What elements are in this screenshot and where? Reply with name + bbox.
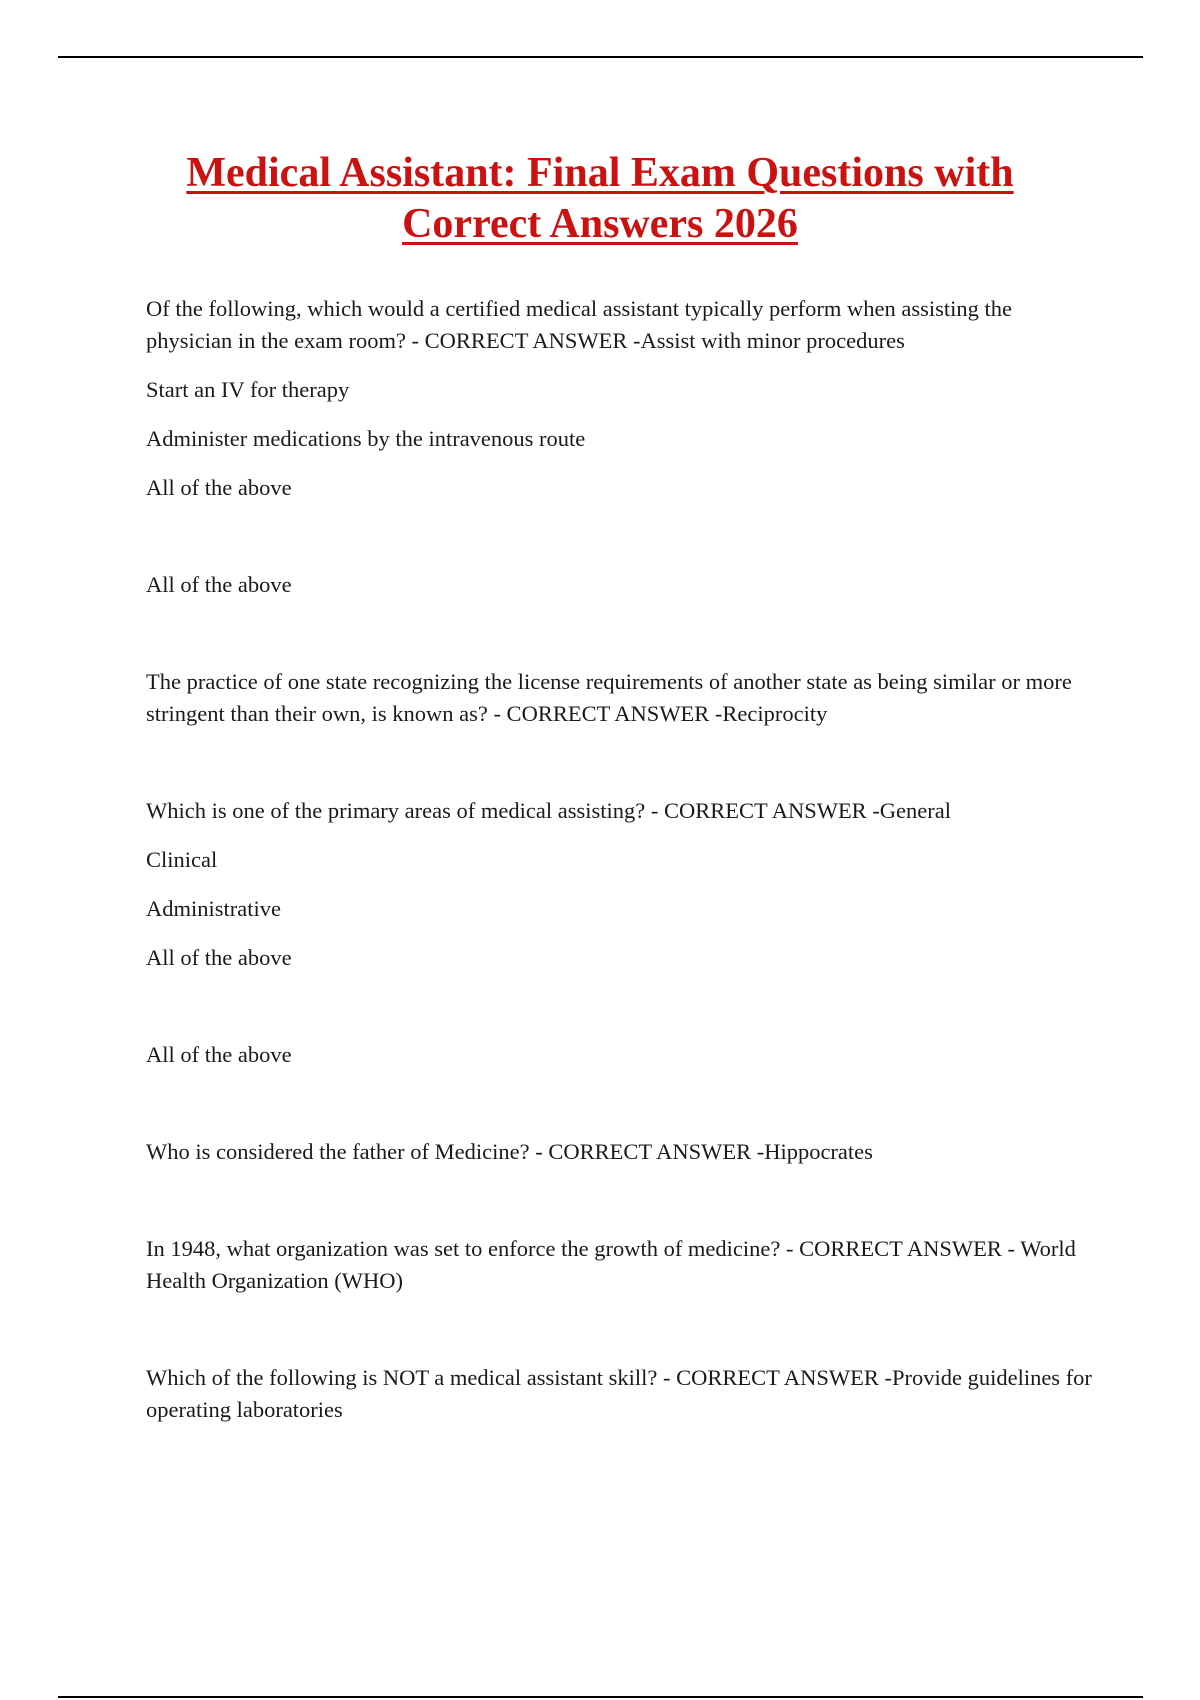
bottom-rule — [58, 1696, 1143, 1698]
answer-option: Clinical — [146, 847, 218, 872]
answer-option: All of the above — [146, 945, 292, 970]
top-rule — [58, 56, 1143, 58]
answer-paragraph: All of the above — [146, 1042, 292, 1067]
answer-option: Administer medications by the intravenous route — [146, 426, 586, 451]
document-body — [146, 293, 1096, 1426]
question-paragraph: In 1948, what organization was set to enforce the growth of medicine? - CORRECT ANSWER - World Health Organization (WHO) — [146, 1236, 1076, 1293]
title-line-2: Correct Answers 2026 — [402, 201, 798, 247]
question-paragraph: Of the following, which would a certified medical assistant typically perform when assisting the physician in the exam room? - CORRECT ANSWER -Assist with minor procedures — [146, 296, 1013, 353]
answer-paragraph: All of the above — [146, 572, 292, 597]
title-line-1: Medical Assistant: Final Exam Questions with — [186, 150, 1014, 196]
question-paragraph: Which is one of the primary areas of medical assisting? - CORRECT ANSWER -General — [146, 798, 952, 823]
answer-option: Administrative — [146, 896, 281, 921]
answer-option: All of the above — [146, 475, 292, 500]
document-title — [100, 148, 1100, 250]
question-paragraph: Who is considered the father of Medicine? - CORRECT ANSWER -Hippocrates — [146, 1139, 873, 1164]
question-paragraph: The practice of one state recognizing the license requirements of another state as being similar or more stringent than their own, is known as? - CORRECT ANSWER -Reciprocity — [146, 669, 1072, 726]
question-paragraph: Which of the following is NOT a medical assistant skill? - CORRECT ANSWER -Provide guidelines for operating laboratories — [146, 1365, 1092, 1422]
answer-option: Start an IV for therapy — [146, 377, 350, 402]
